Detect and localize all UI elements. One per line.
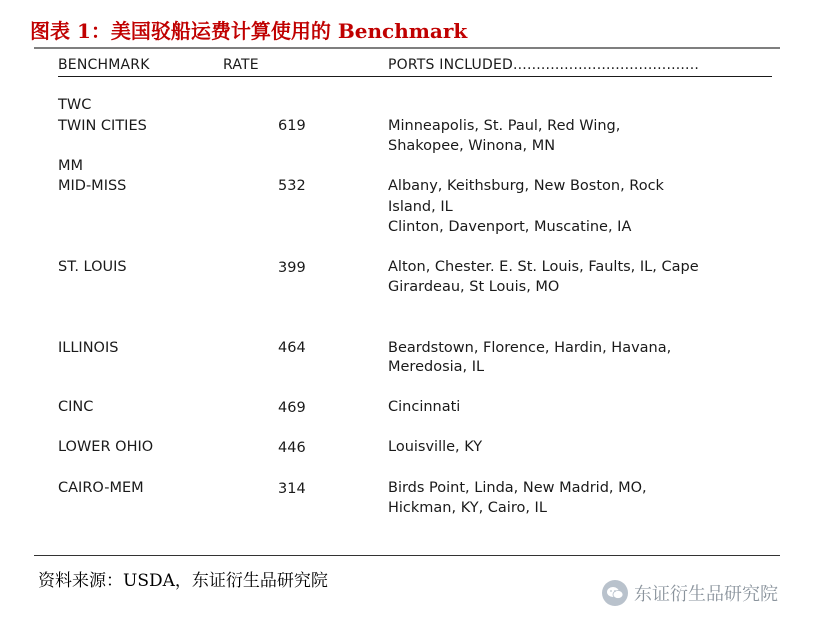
rate-value: 532 xyxy=(278,178,306,194)
source-note: 资料来源：USDA，东证衍生品研究院 xyxy=(38,571,328,591)
benchmark-name: ST. LOUIS xyxy=(58,259,127,275)
watermark-text: 东证衍生品研究院 xyxy=(634,584,778,605)
ports-line: Girardeau, St Louis, MO xyxy=(388,279,560,295)
ports-line: Albany, Keithsburg, New Boston, Rock xyxy=(388,178,664,194)
rate-value: 619 xyxy=(278,118,306,134)
benchmark-name: LOWER OHIO xyxy=(58,439,154,455)
ports-line: Shakopee, Winona, MN xyxy=(388,138,556,154)
ports-line: Clinton, Davenport, Muscatine, IA xyxy=(388,219,632,235)
rate-value: 399 xyxy=(278,260,306,276)
benchmark-code: MM xyxy=(58,158,84,174)
ports-line: Hickman, KY, Cairo, IL xyxy=(388,500,547,516)
benchmark-code: TWC xyxy=(58,97,92,113)
ports-line: Meredosia, IL xyxy=(388,359,485,375)
ports-line: Beardstown, Florence, Hardin, Havana, xyxy=(388,340,672,356)
wechat-icon xyxy=(602,580,628,606)
rate-value: 464 xyxy=(278,340,306,356)
ports-line: Alton, Chester. E. St. Louis, Faults, IL, Cape xyxy=(388,259,699,275)
ports-line: Cincinnati xyxy=(388,399,461,415)
ports-line: Birds Point, Linda, New Madrid, MO, xyxy=(388,480,647,496)
rate-value: 314 xyxy=(278,481,306,497)
rate-value: 446 xyxy=(278,440,306,456)
rate-value: 469 xyxy=(278,400,306,416)
header-benchmark: BENCHMARK xyxy=(58,57,150,73)
ports-line: Minneapolis, St. Paul, Red Wing, xyxy=(388,118,621,134)
bottom-rule xyxy=(34,555,780,556)
watermark xyxy=(602,580,778,606)
header-rule xyxy=(58,76,772,77)
ports-line: Island, IL xyxy=(388,199,453,215)
benchmark-name: ILLINOIS xyxy=(58,340,119,356)
benchmark-name: CINC xyxy=(58,399,94,415)
benchmark-name: MID-MISS xyxy=(58,178,127,194)
top-rule xyxy=(34,47,780,49)
benchmark-name: CAIRO-MEM xyxy=(58,480,144,496)
header-ports: PORTS INCLUDED........................................ xyxy=(388,57,700,73)
figure-title: 图表 1：美国驳船运费计算使用的 Benchmark xyxy=(30,19,468,43)
benchmark-name: TWIN CITIES xyxy=(58,118,147,134)
header-rate: RATE xyxy=(223,57,259,73)
ports-line: Louisville, KY xyxy=(388,439,483,455)
